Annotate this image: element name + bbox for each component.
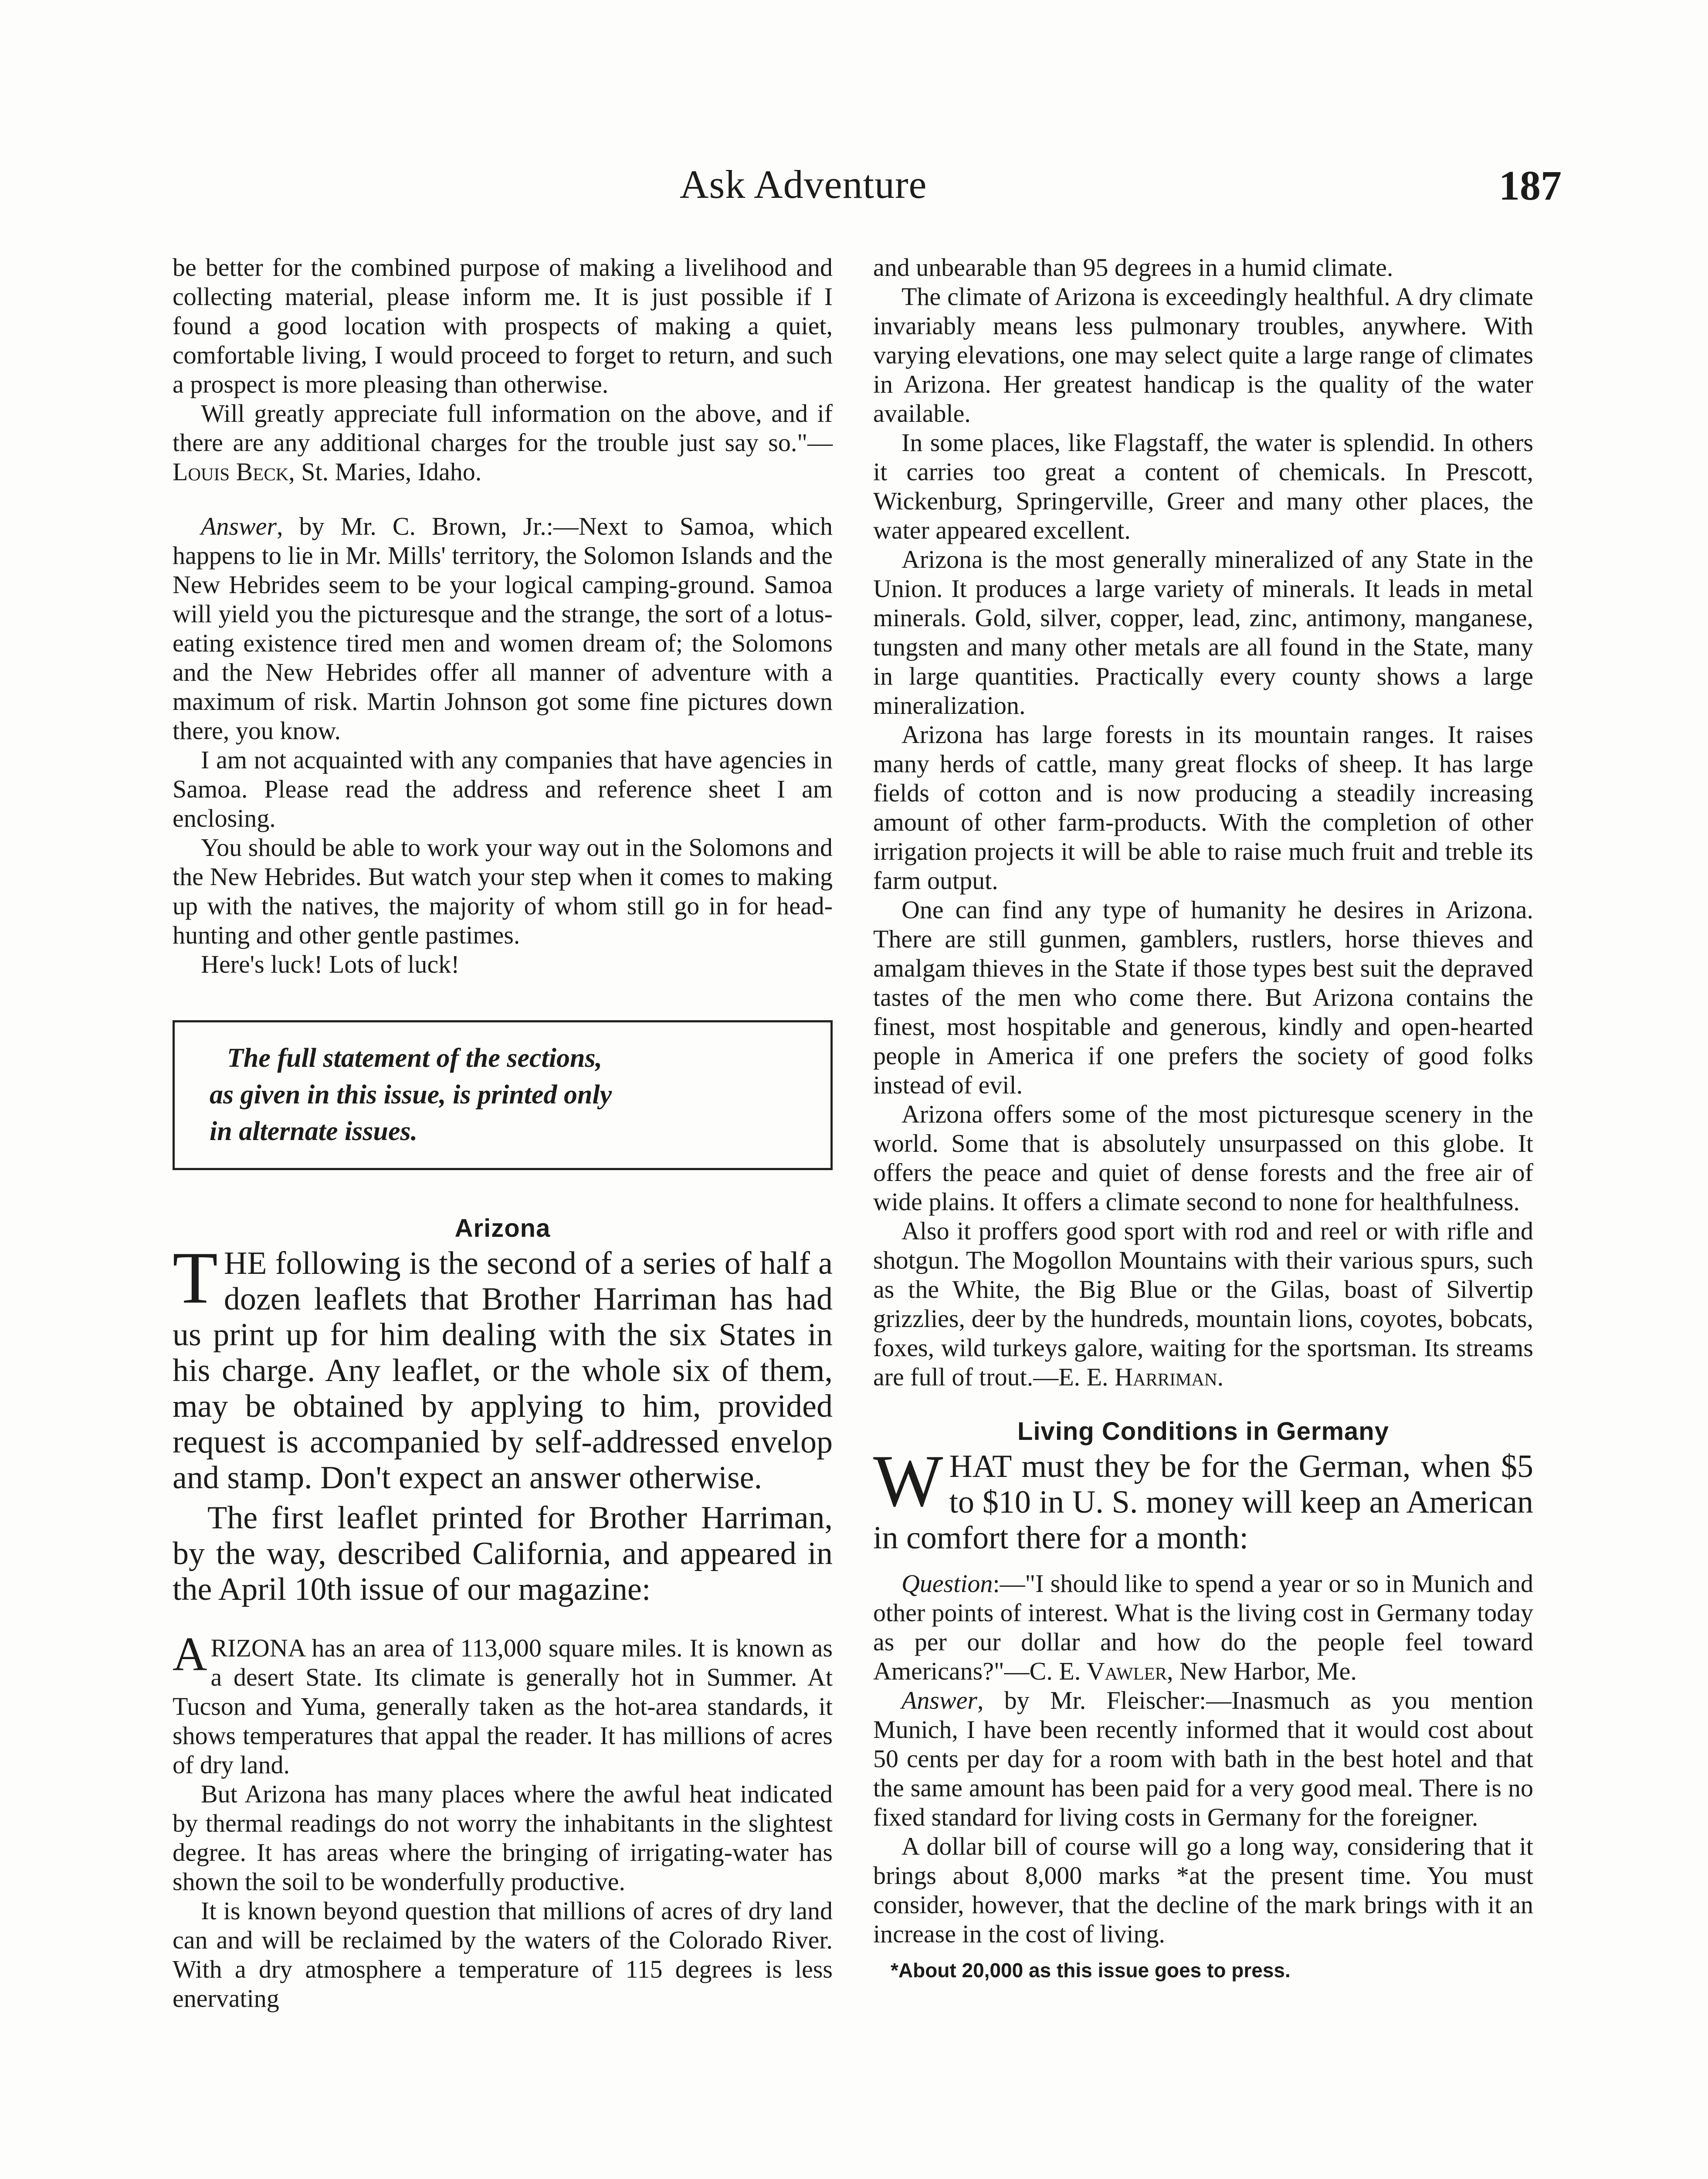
drop-cap: T (173, 1237, 218, 1319)
section-heading-arizona: Arizona (454, 1214, 551, 1242)
lead-text (873, 1440, 1533, 1556)
lead-paragraph: The first leaflet printed for Brother Harriman, by the way, described California, and appeared in the April 10th issue of our magazine: (173, 1500, 833, 1607)
leaflet-paragraph: In some places, like Flagstaff, the water is splendid. In others it carries too great a content of chemicals. In Prescott, Wickenburg, Springerville, Greer and many other places, the water appeared excellent. (873, 428, 1533, 544)
leaflet-paragraph: and unbearable than 95 degrees in a humid climate. (873, 253, 1393, 282)
letter-place: , St. Maries, Idaho. (288, 458, 482, 486)
letter-text: Will greatly appreciate full information on the above, and if there are any additional charges for the trouble just say so."— (173, 399, 833, 457)
question-signature: C. E. Vawler (1029, 1657, 1167, 1685)
notice-line: as given in this issue, is printed only (210, 1080, 612, 1110)
spacer (173, 486, 833, 512)
leaflet-paragraph (173, 1627, 833, 1779)
answer-label: Answer (201, 512, 277, 540)
answer-paragraph: I am not acquainted with any companies that have agencies in Samoa. Please read the address and reference sheet I am enclosing. (173, 746, 833, 832)
letter-paragraph: be better for the combined purpose of making a livelihood and collecting material, please inform me. It is just possible if I found a good location with prospects of making a quiet, comfortable living, I would proceed to forget to return, and such a prospect is more pleasing than otherwise. (173, 253, 833, 398)
leaflet-paragraph: Arizona offers some of the most picturesque scenery in the world. Some that is absolutely unsurpassed on this globe. It offers the peace and quiet of dense forests and the free air of wide plains. It offers a climate second to none for healthfulness. (873, 1100, 1533, 1216)
answer-paragraph: A dollar bill of course will go a long way, considering that it brings about 8,000 marks *at the present time. You must consider, however, that the decline of the mark brings with it an increase in the cost of living. (873, 1832, 1533, 1948)
answer-text: , by Mr. C. Brown, Jr.:—Next to Samoa, which happens to lie in Mr. Mills' territory, the Solomon Islands and the New Hebrides seem to be your logical camping-ground. Samoa will yield you the picturesque and the strange, the sort of a lotus-eating existence tired men and women dream of; the Solomons and the New Hebrides offer all manner of adventure with a maximum of risk. Martin Johnson got some fine pictures down there, you know. (173, 512, 833, 745)
leaflet-paragraph: Arizona has large forests in its mountain ranges. It raises many herds of cattle, many great flocks of sheep. It has large fields of cotton and is now producing a steadily increasing amount of other farm-products. With the completion of other irrigation projects it will be able to raise much fruit and treble its farm output. (873, 720, 1533, 895)
leaflet-text: Also it proffers good sport with rod and reel or with rifle and shotgun. The Mogollon Mountains with their various spurs, such as the White, the Big Blue or the Gilas, boast of Silvertip grizzlies, deer by the hundreds, mountain lions, coyotes, bobcats, foxes, wild turkeys galore, waiting for the sportsman. Its streams are full of trout.— (873, 1217, 1533, 1391)
drop-cap: W (873, 1440, 943, 1522)
leaflet-paragraph: It is known beyond question that millions of acres of dry land can and will be reclaimed by the waters of the Colorado River. With a dry atmosphere a temperature of 115 degrees is less enervating (173, 1897, 833, 2013)
leaflet-body: RIZONA has an area of 113,000 square miles. It is known as a desert State. Its climate is generally hot in Summer. At Tucson and Yuma, generally taken as the hot-area standards, it shows temperatures that appal the reader. It has millions of acres of dry land. (173, 1634, 833, 1779)
lead-body: HE following is the second of a series of half a dozen leaflets that Brother Harriman has had us print up for him dealing with the six States in his charge. Any leaflet, or the whole six of them, may be obtained by applying to him, provided request is accompanied by self-addressed envelop and stamp. Don't expect an answer otherwise. (173, 1246, 833, 1496)
left-column (173, 253, 833, 2013)
section-heading-germany: Living Conditions in Germany (1017, 1417, 1389, 1446)
answer-paragraph: Here's luck! Lots of luck! (201, 950, 460, 978)
question-label: Question (901, 1569, 993, 1598)
letter-signature: Louis Beck (173, 458, 289, 486)
notice-line: in alternate issues. (210, 1117, 418, 1146)
question-text: :—"I should like to spend a year or so in Munich and other points of interest. What is the living cost in Germany today as per our dollar and how do the people feel toward Americans?"— (873, 1569, 1533, 1685)
right-column (873, 253, 1533, 1982)
answer-paragraph (173, 512, 833, 745)
leaflet-paragraph: But Arizona has many places where the awful heat indicated by thermal readings do not worry the inhabitants in the slightest degree. It has areas where the bringing of irrigating-water has shown the soil to be wonderfully productive. (173, 1780, 833, 1896)
notice-line: The full statement of the sections, (227, 1043, 603, 1073)
question-place: , New Harbor, Me. (1167, 1657, 1357, 1685)
answer-paragraph: You should be able to work your way out in the Solomons and the New Hebrides. But watch your step when it comes to making up with the natives, the majority of whom still go in for head-hunting and other gentle pastimes. (173, 833, 833, 949)
spacer (873, 1392, 1533, 1417)
answer-text: , by Mr. Fleischer:—Inasmuch as you mention Munich, I have been recently informed that it would cost about 50 cents per day for a room with bath in the best hotel and that the same amount has been paid for a very good meal. There is no fixed standard for living costs in Germany for the foreigner. (873, 1686, 1533, 1831)
drop-cap: A (173, 1627, 207, 1680)
leaflet-signature: E. E. Harriman. (1058, 1363, 1224, 1391)
arizona-leaflet (173, 1627, 833, 2013)
running-head (0, 161, 1708, 222)
spacer (873, 1556, 1533, 1569)
answer-label: Answer (901, 1686, 977, 1714)
leaflet-paragraph-signoff (873, 1216, 1533, 1392)
question-paragraph (873, 1569, 1533, 1686)
letter-paragraph-signoff (173, 399, 833, 486)
lead-paragraph (873, 1440, 1533, 1556)
page-number: 187 (1499, 162, 1562, 209)
lead-paragraph (173, 1237, 833, 1496)
notice-box (173, 1020, 833, 1170)
lead-text (173, 1237, 833, 1607)
lead-body: HAT must they be for the German, when $5 to $10 in U. S. money will keep an American in comfort there for a month: (873, 1449, 1533, 1556)
leaflet-paragraph: The climate of Arizona is exceedingly healthful. A dry climate invariably means less pulmonary troubles, anywhere. With varying elevations, one may select quite a large range of climates in Arizona. Her greatest handicap is the quality of the water available. (873, 282, 1533, 428)
leaflet-paragraph: Arizona is the most generally mineralized of any State in the Union. It produces a large variety of minerals. It leads in metal minerals. Gold, silver, copper, lead, zinc, antimony, manganese, tungsten and many other metals are all found in the State, many in large quantities. Practically every county shows a large mineralization. (873, 545, 1533, 720)
running-title: Ask Adventure (680, 162, 927, 207)
footnote: *About 20,000 as this issue goes to press. (891, 1959, 1291, 1982)
leaflet-paragraph: One can find any type of humanity he desires in Arizona. There are still gunmen, gamblers, rustlers, horse thieves and amalgam thieves in the State if those types best suit the depraved tastes of the men who come there. But Arizona contains the finest, most hospitable and generous, kindly and open-hearted people in America if one prefers the society of good folks instead of evil. (873, 896, 1533, 1099)
answer-paragraph (873, 1686, 1533, 1832)
